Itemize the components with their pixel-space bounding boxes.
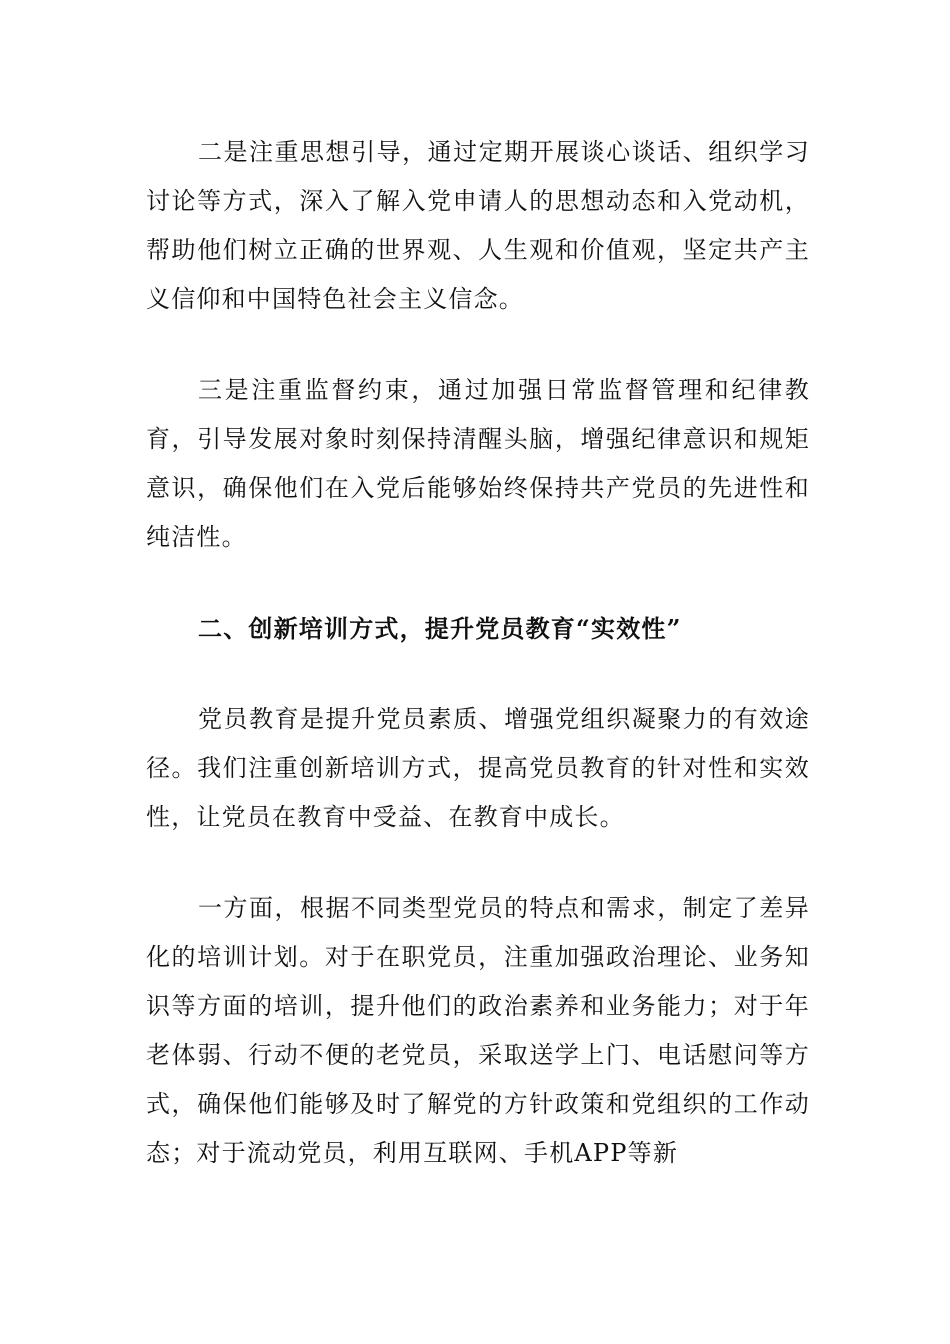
paragraph-gap [146, 562, 810, 604]
paragraph-supervision: 三是注重监督约束，通过加强日常监督管理和纪律教育，引导发展对象时刻保持清醒头脑，增强纪律意识和规矩意识，确保他们在入党后能够始终保持共产党员的先进性和纯洁性。 [146, 376, 810, 551]
paragraph-party-education: 党员教育是提升党员素质、增强党组织凝聚力的有效途径。我们注重创新培训方式，提高党员教育的针对性和实效性，让党员在教育中受益、在教育中成长。 [146, 705, 810, 831]
paragraph-gap [146, 324, 810, 366]
section-heading: 二、创新培训方式，提升党员教育“实效性” [198, 614, 682, 643]
document-body [146, 128, 810, 1178]
paragraph-gap [146, 842, 810, 884]
paragraph-gap [146, 653, 810, 695]
paragraph-thought-guidance: 二是注重思想引导，通过定期开展谈心谈话、组织学习讨论等方式，深入了解入党申请人的思想动态和入党动机，帮助他们树立正确的世界观、人生观和价值观，坚定共产主义信仰和中国特色社会主义信念。 [146, 138, 810, 313]
paragraph-differentiated-training: 一方面，根据不同类型党员的特点和需求，制定了差异化的培训计划。对于在职党员，注重加强政治理论、业务知识等方面的培训，提升他们的政治素养和业务能力；对于年老体弱、行动不便的老党员，采取送学上门、电话慰问等方式，确保他们能够及时了解党的方针政策和党组织的工作动态；对于流动党员，利用互联网、手机APP等新 [146, 894, 810, 1167]
